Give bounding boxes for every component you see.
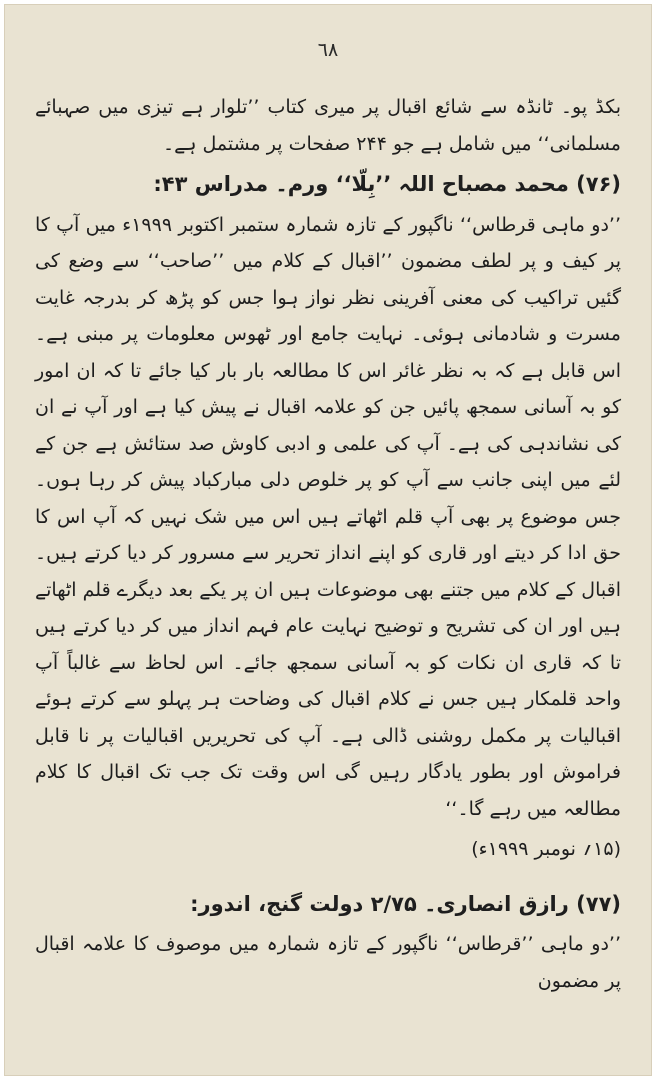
book-page bbox=[4, 4, 652, 1076]
letter-date: (۱۵؍ نومبر ۱۹۹۹ء) bbox=[471, 838, 621, 860]
section-heading-76: (۷۶) محمد مصباح اللہ ’’بِلّا‘‘ ورم۔ مدراس ۴۳: bbox=[153, 172, 621, 196]
page-number: ٦٨ bbox=[317, 39, 339, 61]
section-heading-77: (۷۷) رازق انصاری۔ ۲/۷۵ دولت گنج، اندور: bbox=[190, 891, 621, 916]
paragraph-letter-77: ’’دو ماہی ’’قرطاس‘‘ ناگپور کے تازہ شمارہ میں موصوف کا علامہ اقبال پر مضمون bbox=[35, 933, 621, 992]
page-body bbox=[35, 89, 621, 999]
paragraph-letter-76: ’’دو ماہی قرطاس‘‘ ناگپور کے تازہ شمارہ ستمبر اکتوبر ۱۹۹۹ء میں آپ کا پر کیف و پر لطف مضمون ’’اقبال کے کلام میں ’’صاحب‘‘ سے وضع کی گئیں تراکیب کی معنی آفرینی نظر نواز ہوا جس کو پڑھ کر بدرجہ غایت مسرت و شادمانی ہوئی۔ نہایت جامع اور ٹھوس معلومات پر مبنی ہے۔ اس قابل ہے کہ بہ نظر غائر اس کا مطالعہ بار بار کیا جائے تا کہ ان امور کو بہ آسانی سمجھ پائیں جن کو علامہ اقبال نے پیش کیا ہے اور آپ نے ان کی نشاندہی کی ہے۔ آپ کی علمی و ادبی کاوش صد ستائش ہے جن کے لئے میں اپنی جانب سے آپ کو پر خلوص دلی مبارکباد پیش کر رہا ہوں۔ جس موضوع پر بھی آپ قلم اٹھاتے ہیں اس میں شک نہیں کہ آپ اس کا حق ادا کر دیتے اور قاری کو اپنے انداز تحریر سے مسرور کر دیا کرتے ہیں۔ اقبال کے کلام میں جتنے بھی موضوعات ہیں ان پر یکے بعد دیگرے قلم اٹھاتے ہیں اور ان کی تشریح و توضیح نہایت عام فہم انداز میں کر دیا کرتے ہیں تا کہ قاری ان نکات کو بہ آسانی سمجھ جائے۔ اس لحاظ سے غالباً آپ واحد قلمکار ہیں جس نے کلام اقبال کی وضاحت ہر پہلو سے کرتے ہوئے اقبالیات پر مکمل روشنی ڈالی ہے۔ آپ کی تحریریں اقبالیات پر نا قابل فراموش اور بطور یادگار رہیں گی اس وقت تک جب تک اقبال کا کلام مطالعہ میں رہے گا۔‘‘ bbox=[35, 213, 621, 820]
paragraph-intro: بکڈ پو۔ ٹانڈہ سے شائع اقبال پر میری کتاب ’’تلوار ہے تیزی میں صہبائے مسلمانی‘‘ میں شامل ہے جو ۲۴۴ صفحات پر مشتمل ہے۔ bbox=[35, 96, 621, 155]
